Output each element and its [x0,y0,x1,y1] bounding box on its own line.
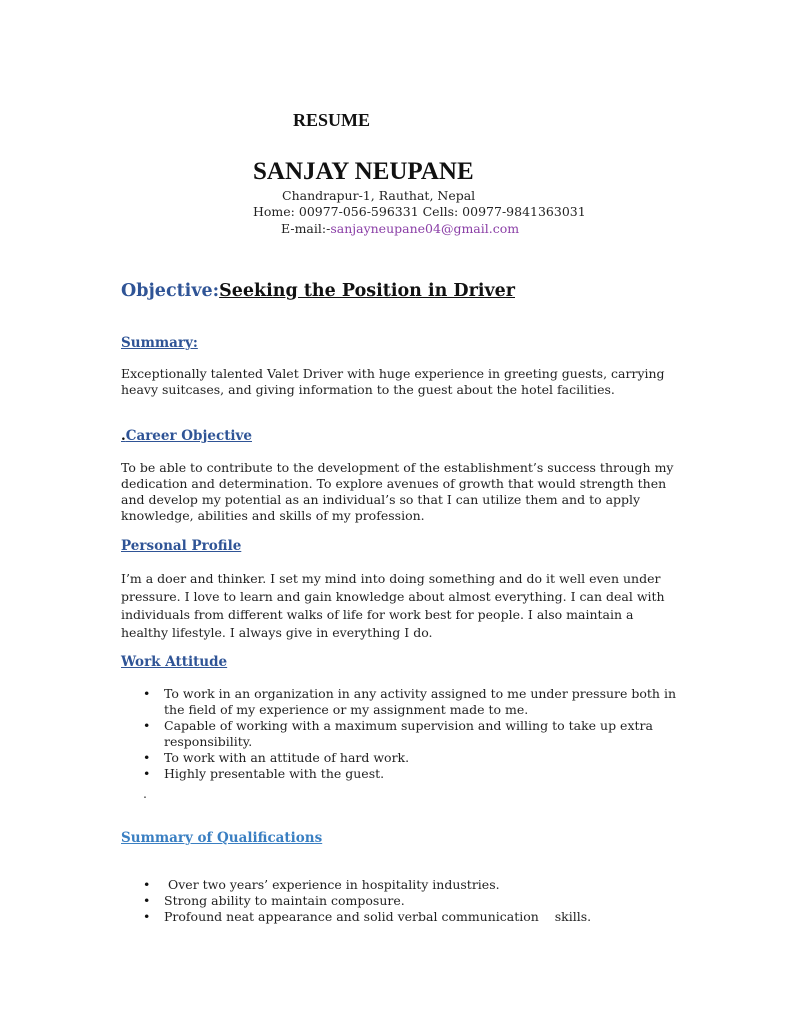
objective-value: Seeking the Position in Driver [219,281,515,301]
qualifications-list [121,877,681,925]
email-label: E-mail:- [281,221,331,236]
personal-profile-text: I’m a doer and thinker. I set my mind into doing something and do it well even under pressure. I love to learn and gain knowledge about almost everything. I can deal with individuals from different walks of life for work best for people. I also maintain a healthy lifestyle. I always give in everything I do. [121,571,665,640]
career-objective-prefix: . [121,428,126,444]
list-item: • Over two years’ experience in hospitality industries. [121,877,681,893]
list-item: • Strong ability to maintain composure. [121,893,681,909]
document-title: RESUME [293,110,371,130]
list-item: • To work in an organization in any activity assigned to me under pressure both in the field of my experience or my assignment made to me. [121,686,681,718]
list-item: • To work with an attitude of hard work. [121,750,681,766]
list-item: • Profound neat appearance and solid verbal communication skills. [121,909,681,925]
list-item: • Highly presentable with the guest. [121,766,681,782]
email-link[interactable]: sanjayneupane04@gmail.com [330,221,520,236]
list-item: • Capable of working with a maximum supervision and willing to take up extra responsibility. [121,718,681,750]
objective-label: Objective: [121,281,220,301]
email-line [281,221,519,236]
trailing-mark: . [143,786,147,801]
personal-profile-heading: Personal Profile [121,538,242,554]
address-line: Chandrapur-1, Rauthat, Nepal [282,188,476,203]
phone-line: Home: 00977-056-596331 Cells: 00977-9841363031 [253,204,586,219]
summary-heading: Summary: [121,335,198,351]
work-attitude-heading: Work Attitude [121,654,228,670]
career-objective-text: To be able to contribute to the development of the establishment’s success through my dedication and determination. To explore avenues of growth that would strength then and develop my potential as an individual’s so that I can utilize them and to apply knowledge, abilities and skills of my profession. [121,460,674,523]
summary-text: Exceptionally talented Valet Driver with huge experience in greeting guests, carrying heavy suitcases, and giving information to the guest about the hotel facilities. [121,366,665,397]
qualifications-heading: Summary of Qualifications [121,830,323,846]
work-attitude-list [121,686,681,782]
candidate-name: SANJAY NEUPANE [253,158,474,185]
career-objective-label: Career Objective [125,428,252,444]
objective-line [121,281,515,301]
career-objective-heading [121,428,252,444]
